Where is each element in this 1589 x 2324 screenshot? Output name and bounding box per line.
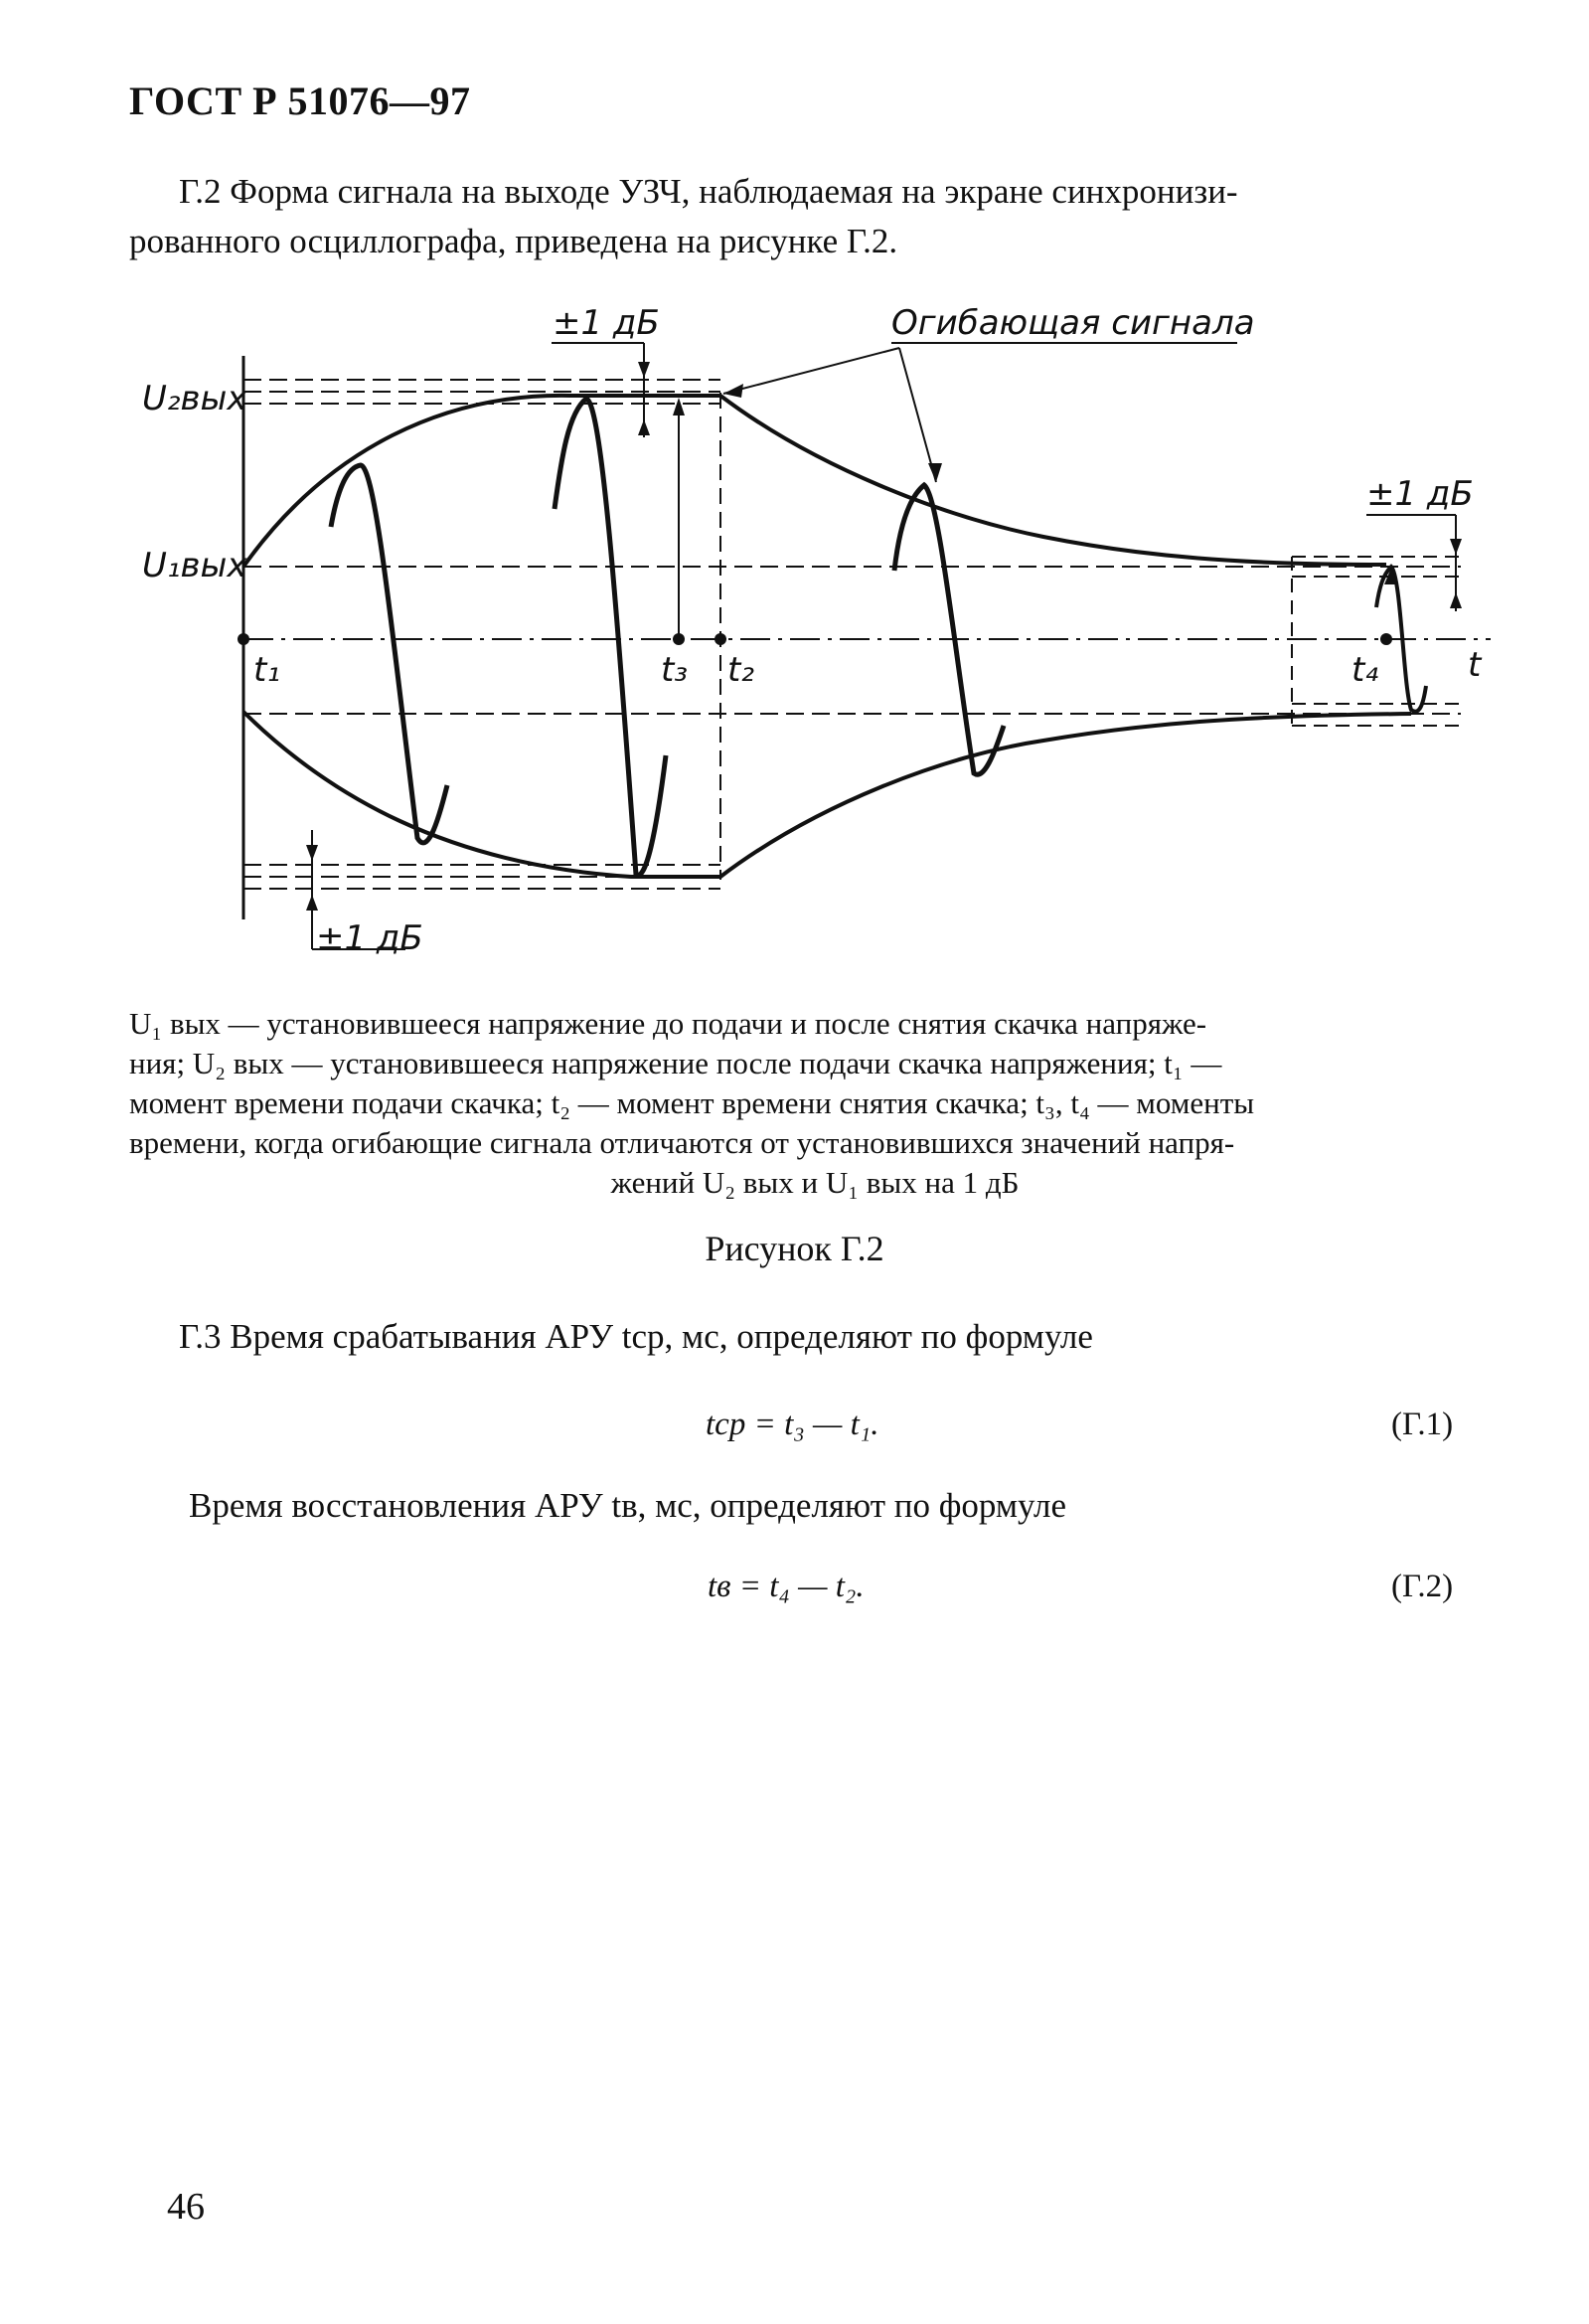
db-bottom-label: ±1 дБ (316, 918, 423, 958)
caption-line: U₁ вых — установившееся напряжение до подачи и после снятия скачка напряже- (129, 1006, 1207, 1041)
envelope-leader-arrow-1 (723, 384, 743, 398)
envelope-lower (243, 712, 1411, 877)
t3-point (673, 633, 685, 645)
db-right-arrow-down (1450, 539, 1462, 555)
t3-label: t₃ (661, 650, 688, 690)
section-g3-paragraph: Г.3 Время срабатывания АРУ tср, мс, определяют по формуле (179, 1317, 1093, 1356)
db-bottom-arrow-down (306, 845, 318, 861)
db-top-arrow-up (638, 419, 650, 435)
envelope-leader-1 (723, 348, 899, 394)
t4-point (1380, 633, 1392, 645)
envelope-leader-arrow-2 (928, 463, 942, 482)
u2-label: U₂вых (142, 379, 247, 418)
formula-g1: tср = t₃ — t₁. (706, 1407, 879, 1442)
t2-label: t₂ (727, 650, 754, 690)
paragraph-line: Г.2 Форма сигнала на выходе УЗЧ, наблюдаемая на экране синхронизи- (179, 172, 1238, 211)
equation-number-g2: (Г.2) (1391, 1569, 1454, 1604)
u1-label: U₁вых (142, 546, 247, 585)
section-g3-paragraph-2: Время восстановления АРУ tв, мс, определяют по формуле (189, 1486, 1066, 1525)
page-number: 46 (167, 2186, 205, 2228)
formula-g2: tв = t₄ — t₂. (708, 1569, 865, 1604)
paragraph-line: рованного осциллографа, приведена на рисунке Г.2. (129, 222, 898, 260)
t4-label: t₄ (1351, 650, 1378, 690)
figure-title: Рисунок Г.2 (705, 1229, 884, 1268)
envelope-leader-2 (899, 348, 936, 482)
waveform-cycle-1 (331, 465, 447, 843)
t1-point (238, 633, 249, 645)
db-right-label: ±1 дБ (1366, 474, 1474, 514)
waveform-cycle-3 (894, 485, 1004, 774)
t1-label: t₁ (253, 650, 280, 690)
equation-number-g1: (Г.1) (1391, 1407, 1454, 1442)
figure-caption (129, 1004, 1501, 1203)
envelope-label: Огибающая сигнала (891, 303, 1255, 343)
t2-point (715, 633, 726, 645)
db-right-arrow-up (1450, 592, 1462, 608)
db-top-arrow-down (638, 362, 650, 378)
caption-line: жений U₂ вых и U₁ вых на 1 дБ (610, 1165, 1020, 1200)
envelope-upper (243, 396, 1386, 567)
db-top-label: ±1 дБ (553, 303, 660, 343)
t3-arrow-head (673, 398, 685, 415)
caption-line: времени, когда огибающие сигнала отличаются от установившихся значений напря- (129, 1125, 1235, 1160)
db-bottom-arrow-up (306, 895, 318, 911)
caption-line: ния; U₂ вых — установившееся напряжение после подачи скачка напряжения; t₁ — (129, 1046, 1222, 1080)
caption-line: момент времени подачи скачка; t₂ — момент времени снятия скачка; t₃, t₄ — моменты (129, 1085, 1255, 1120)
t-axis-label: t (1468, 645, 1482, 685)
oscillogram-figure (0, 0, 1589, 994)
document-header: ГОСТ Р 51076—97 (129, 79, 471, 123)
waveform-cycle-2 (555, 399, 666, 876)
